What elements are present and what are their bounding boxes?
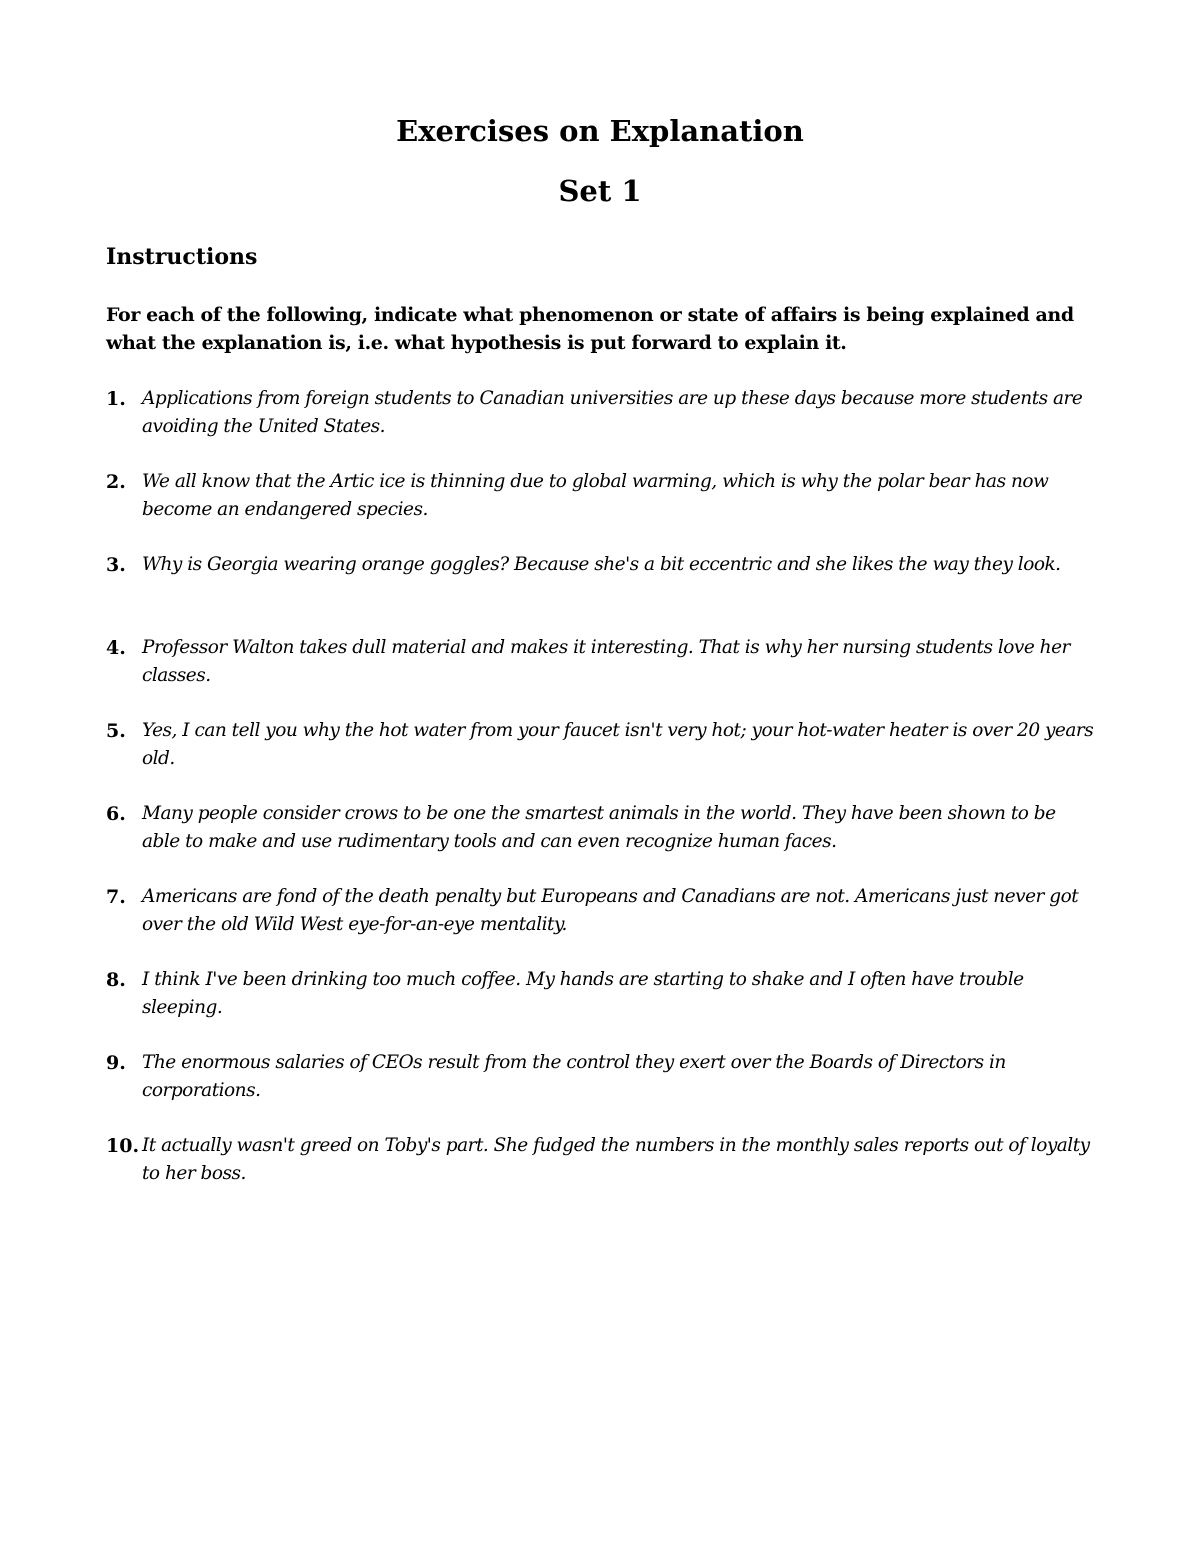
item-number: 7. [106, 886, 126, 908]
item-text: Yes, I can tell you why the hot water from your faucet isn't very hot; your hot-water heater is over 20 years old. [142, 720, 1094, 769]
item-number: 1. [106, 388, 126, 410]
list-item [106, 1132, 1096, 1215]
item-number: 9. [106, 1052, 126, 1074]
item-text: Many people consider crows to be one the smartest animals in the world. They have been shown to be able to make and use rudimentary tools and can even recognize human faces. [142, 803, 1056, 852]
item-number: 4. [106, 637, 126, 659]
list-item [106, 551, 1096, 634]
document-title: Exercises on Explanation [396, 114, 804, 148]
list-item [106, 966, 1096, 1049]
item-text: The enormous salaries of CEOs result from the control they exert over the Boards of Directors in corporations. [142, 1052, 1006, 1101]
item-number: 6. [106, 803, 126, 825]
item-text: Why is Georgia wearing orange goggles? Because she's a bit eccentric and she likes the way they look. [142, 554, 1061, 575]
exercise-list [106, 385, 1096, 1215]
document-subtitle: Set 1 [558, 174, 642, 208]
instructions-heading: Instructions [106, 244, 258, 270]
item-text: We all know that the Artic ice is thinning due to global warming, which is why the polar bear has now become an endangered species. [142, 471, 1049, 520]
item-text: It actually wasn't greed on Toby's part. She fudged the numbers in the monthly sales reports out of loyalty to her boss. [142, 1135, 1090, 1184]
list-item [106, 800, 1096, 883]
item-number: 2. [106, 471, 126, 493]
instructions-text: For each of the following, indicate what phenomenon or state of affairs is being explained and what the explanation is, i.e. what hypothesis is put forward to explain it. [106, 304, 1074, 354]
list-item [106, 1049, 1096, 1132]
item-text: Applications from foreign students to Canadian universities are up these days because more students are avoiding the United States. [142, 388, 1083, 437]
item-text: Professor Walton takes dull material and makes it interesting. That is why her nursing students love her classes. [142, 637, 1070, 686]
list-item [106, 634, 1096, 717]
list-item [106, 717, 1096, 800]
item-number: 10. [106, 1135, 140, 1157]
item-number: 5. [106, 720, 126, 742]
item-text: Americans are fond of the death penalty but Europeans and Canadians are not. Americans just never got over the old Wild West eye-for-an-eye mentality. [142, 886, 1079, 935]
item-text: I think I've been drinking too much coffee. My hands are starting to shake and I often have trouble sleeping. [142, 969, 1024, 1018]
item-number: 3. [106, 554, 126, 576]
list-item [106, 883, 1096, 966]
list-item [106, 385, 1096, 468]
item-number: 8. [106, 969, 126, 991]
list-item [106, 468, 1096, 551]
